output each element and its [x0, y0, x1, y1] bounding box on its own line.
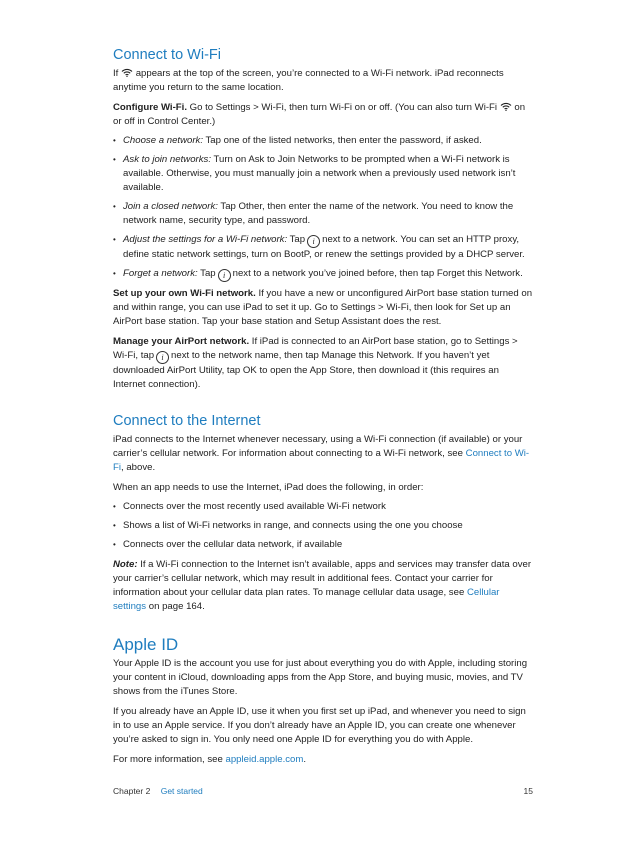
- list-item: [113, 153, 533, 195]
- link-connect-wifi[interactable]: Connect to Wi-Fi: [113, 447, 530, 473]
- text: on page 164.: [148, 600, 205, 612]
- page-footer: [113, 786, 533, 796]
- wifi-icon: [121, 68, 133, 77]
- text: Go to Settings > Wi-Fi, then turn Wi-Fi on or off. (You can also turn Wi-Fi: [189, 101, 498, 113]
- text: next to the network name, then tap Manage this Network. If you haven’t yet downloaded AirPort Utility, tap OK to open the App Store, then download it (this requires an Internet connection).: [113, 349, 499, 390]
- text: Tap: [289, 233, 306, 245]
- paragraph-apple-id-3: [113, 753, 533, 767]
- info-icon: i: [156, 351, 169, 364]
- text: If iPad is connected to an AirPort base station, go to Settings > Wi-Fi, tap: [113, 335, 518, 361]
- text: If you have a new or unconfigured AirPort base station turned on and within range, you can use iPad to set it up. Go to Settings > Wi-Fi, then look for Set up an AirPort base station. Tap your base station and Setup Assistant does the rest.: [113, 287, 533, 327]
- section-title-connect-internet: Connect to the Internet: [113, 412, 261, 429]
- text: on or off in Control Center.): [113, 101, 526, 127]
- item-text: Turn on Ask to Join Networks to be prompted when a Wi-Fi network is available. Otherwise, you must manually join a network when a previously used network isn’t available.: [123, 153, 516, 193]
- item-text: Tap one of the listed networks, then enter the password, if asked.: [205, 134, 482, 146]
- text: appears at the top of the screen, you’re connected to a Wi-Fi network. iPad reconnects anytime you return to the same location.: [113, 67, 504, 93]
- item-text: Tap Other, then enter the name of the network. You need to know the network name, security type, and password.: [123, 200, 514, 226]
- text: If a Wi-Fi connection to the Internet isn’t available, apps and services may transfer data over your carrier’s cellular network, which may result in additional fees. Contact your carrier for information about your cellular data plan rates. To manage cellular data usage, see: [113, 558, 532, 598]
- footer-chapter: Chapter 2: [113, 786, 151, 796]
- wifi-options-list: [113, 134, 533, 282]
- text: If: [113, 67, 119, 79]
- link-cellular-settings[interactable]: Cellular settings: [113, 586, 500, 612]
- text: .: [303, 753, 307, 765]
- text: iPad connects to the Internet whenever necessary, using a Wi-Fi connection (if available) or your carrier’s cellular network. For information about connecting to a Wi-Fi network, see: [113, 433, 523, 459]
- document-page: [113, 48, 533, 767]
- item-label: Forget a network:: [123, 267, 198, 279]
- section-title-connect-wifi: Connect to Wi-Fi: [113, 47, 221, 63]
- list-item: • Connects over the most recently used available Wi-Fi network: [113, 500, 533, 514]
- footer-section-link[interactable]: Get started: [160, 786, 203, 796]
- list-item: • Shows a list of Wi-Fi networks in range, and connects using the one you choose: [113, 519, 533, 533]
- paragraph-manage-airport: [113, 335, 533, 392]
- text: , above.: [121, 461, 156, 473]
- page-number: 15: [523, 786, 533, 796]
- note-label: Note:: [113, 558, 138, 570]
- paragraph-wifi-intro: [113, 67, 533, 95]
- text: For more information, see: [113, 753, 223, 765]
- list-item: [113, 134, 533, 148]
- wifi-icon: [500, 102, 512, 111]
- text: next to a network you’ve joined before, then tap Forget this Network.: [232, 267, 523, 279]
- paragraph-apple-id-1: Your Apple ID is the account you use for just about everything you do with Apple, including storing your content in iCloud, downloading apps from the App Store, and buying music, movies, and TV shows from the iTunes Store.: [113, 657, 528, 697]
- paragraph-configure-wifi: [113, 101, 533, 129]
- list-item: [113, 233, 533, 262]
- run-in-heading: Set up your own Wi-Fi network.: [113, 287, 256, 299]
- info-icon: i: [307, 235, 320, 248]
- paragraph-apple-id-2: If you already have an Apple ID, use it when you first set up iPad, and whenever you need to sign in to use an Apple service. If you don’t already have an Apple ID, you can create one whenever you’re asked to sign in. You only need one Apple ID for everything you do with Apple.: [113, 705, 526, 745]
- connection-order-list: [113, 500, 533, 552]
- text: next to a network. You can set an HTTP proxy, define static network settings, turn on BootP, or renew the settings provided by a DHCP server.: [123, 233, 525, 260]
- section-title-apple-id: Apple ID: [113, 634, 179, 654]
- paragraph-note: [113, 558, 533, 614]
- item-label: Ask to join networks:: [123, 153, 211, 165]
- paragraph-internet-order: When an app needs to use the Internet, iPad does the following, in order:: [113, 481, 424, 493]
- item-label: Adjust the settings for a Wi-Fi network:: [123, 233, 288, 245]
- item-label: Join a closed network:: [123, 200, 218, 212]
- run-in-heading: Manage your AirPort network.: [113, 335, 250, 347]
- paragraph-internet-intro: [113, 433, 533, 475]
- item-label: Choose a network:: [123, 134, 203, 146]
- paragraph-setup-network: [113, 287, 533, 329]
- list-item: • Connects over the cellular data network, if available: [113, 538, 533, 552]
- run-in-heading: Configure Wi-Fi.: [113, 101, 187, 113]
- list-item: [113, 267, 533, 282]
- link-appleid[interactable]: appleid.apple.com: [225, 753, 304, 765]
- info-icon: i: [218, 269, 231, 282]
- list-item: [113, 200, 533, 228]
- text: Tap: [200, 267, 216, 279]
